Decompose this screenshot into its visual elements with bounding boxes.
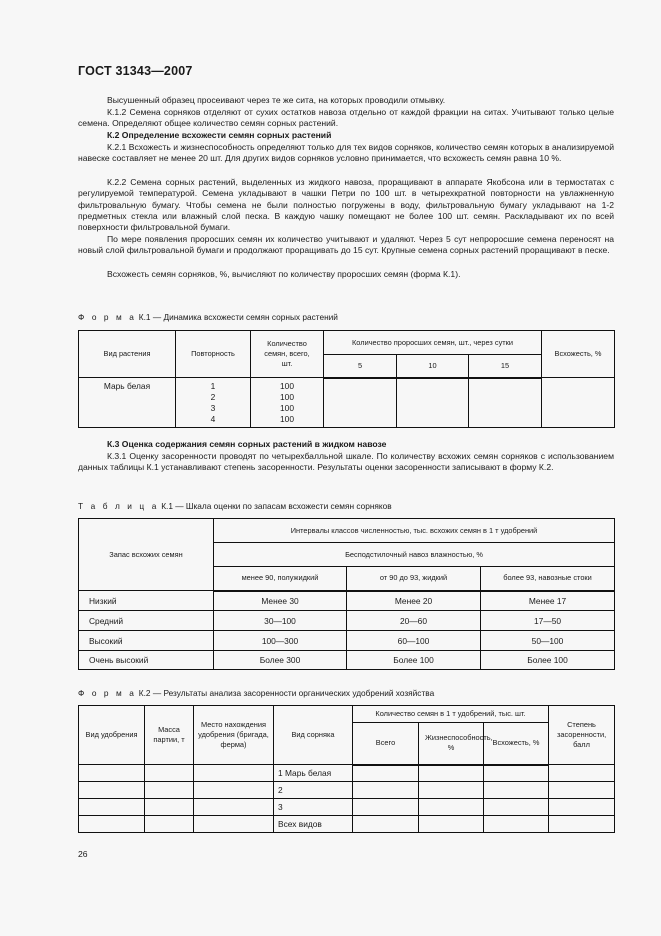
form-k1-caption: Ф о р м а К.1 — Динамика всхожести семян сорных растений [78,312,338,322]
paragraph: К.2.1 Всхожесть и жизнеспособность определяют только для тех видов сорняков, количество семян которых в анализируемой навеске составляет не менее 20 шт. Для других видов сорняков условно принимается, что всхожесть семян равна 10 %. [78,142,614,164]
header-germination: Всхожесть, % [542,331,615,378]
form-k2-caption: Ф о р м а К.2 — Результаты анализа засоренности органических удобрений хозяйства [78,688,435,698]
header-day-15: 15 [469,355,542,378]
form-k1-table [78,330,615,428]
header-day-5: 5 [324,355,397,378]
header-intervals: Интервалы классов численностью, тыс. всхожих семян в 1 т удобрений [214,519,615,543]
page-number: 26 [78,849,88,859]
document-header: ГОСТ 31343—2007 [78,64,193,78]
table-k1 [78,518,615,670]
header-count: Количество семян, всего, шт. [251,331,324,378]
paragraph: К.1.2 Семена сорняков отделяют от сухих остатков навоза отдельно от каждой фракции на ситах. Учитывают только целые семена. Определяют общее количество семян сорных растений. [78,107,614,129]
cell-empty [324,378,397,428]
table-row: 3 [79,799,615,816]
table-row: Всех видов [79,816,615,833]
table-row: Средний 30—100 20—60 17—50 [79,611,615,631]
table-row: Высокий 100—300 60—100 50—100 [79,631,615,651]
header-location: Место нахождения удобрения (бригада, ферма) [194,706,274,765]
header-sprouted: Количество проросших семян, шт., через сутки [324,331,542,355]
header-day-10: 10 [397,355,469,378]
table-row: Очень высокий Более 300 Более 100 Более 100 [79,651,615,670]
header-degree: Степень засоренности, балл [549,706,615,765]
table-row: 2 [79,782,615,799]
cell-empty [469,378,542,428]
header-fert-type: Вид удобрения [79,706,145,765]
paragraph: К.3.1 Оценку засоренности проводят по четырехбалльной шкале. По количеству всхожих семян сорняков с использованием данных таблицы К.1 устанавливают степень засоренности. Результаты оценки засоренности записывают в форму К.2. [78,451,614,473]
paragraph: К.2.2 Семена сорных растений, выделенных из жидкого навоза, проращивают в аппарате Якобсона или в термостатах с регулируемой температурой. Семена укладывают в чашки Петри по 100 шт. в четырехкратной повторности на увлажненную фильтровальную бумагу. Чтобы семена не были полностью погружены в воду, фильтровальную бумагу укладывают на 1-2 предметных стекла или влажный слой песка. В каждую чашку помещают не более 100 шт. семян. Раскладывают их по всей поверхности фильтровальной бумаги. [78,177,614,233]
cell-repeats: 1 2 3 4 [176,378,251,428]
table-row: 1 Марь белая [79,765,615,782]
header-weed: Вид сорняка [274,706,353,765]
table-row: Низкий Менее 30 Менее 20 Менее 17 [79,591,615,611]
header-plant: Вид растения [79,331,176,378]
cell-plant: Марь белая [79,378,176,428]
header-manure: Бесподстилочный навоз влажностью, % [214,543,615,567]
form-k2-table [78,705,615,833]
cell-empty [397,378,469,428]
header-mass: Масса партии, т [145,706,194,765]
header-stock: Запас всхожих семян [79,519,214,591]
paragraph: Всхожесть семян сорняков, %, вычисляют по количеству проросших семян (форма К.1). [107,269,461,279]
header-seeds: Количество семян в 1 т удобрений, тыс. шт. [353,706,549,723]
header-viability: Жизнеспособность, % [419,723,484,765]
cell-counts: 100 100 100 100 [251,378,324,428]
header-c3: более 93, навозные стоки [481,567,615,591]
paragraph: По мере появления проросших семян их количество учитывают и удаляют. Через 5 сут непроросшие семена переносят на новый слой фильтровальной бумаги и продолжают проращивать до 15 сут. Крупные семена сорных растений проращивают в песке. [78,234,614,256]
section-heading-k2: К.2 Определение всхожести семян сорных растений [107,130,332,140]
cell-empty [542,378,615,428]
header-c2: от 90 до 93, жидкий [347,567,481,591]
header-germination: Всхожесть, % [484,723,549,765]
section-heading-k3: К.3 Оценка содержания семян сорных растений в жидком навозе [107,439,387,449]
header-total: Всего [353,723,419,765]
header-c1: менее 90, полужидкий [214,567,347,591]
table-k1-caption: Т а б л и ц а К.1 — Шкала оценки по запасам всхожести семян сорняков [78,501,392,511]
header-repeat: Повторность [176,331,251,378]
paragraph: Высушенный образец просеивают через те же сита, на которых проводили отмывку. [107,95,446,105]
